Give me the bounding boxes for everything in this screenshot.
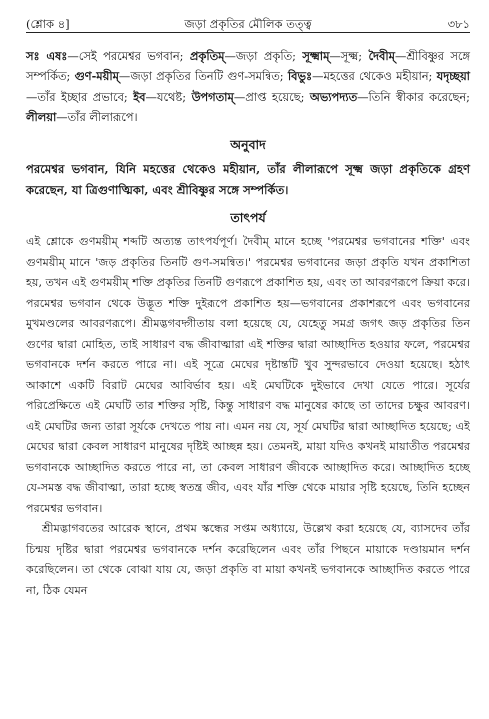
header-rule bbox=[26, 32, 470, 33]
translation-text: পরমেশ্বর ভগবান, যিনি মহত্তের থেকেও মহীয়ান, তাঁর লীলারূপে সূক্ষ্ম জড়া প্রকৃতিকে গ্রহণ করেছেন, যা ত্রিগুণাত্মিকা, এবং শ্রীবিষ্ণুর সঙ্গে সম্পর্কিত। bbox=[26, 162, 470, 197]
purport-heading: তাৎপর্য bbox=[230, 210, 266, 226]
synonym-meaning: —তাঁর লীলারূপে। bbox=[56, 109, 138, 124]
synonym-term: ইব bbox=[133, 89, 146, 104]
synonym-meaning: —প্রাপ্ত হয়েছে; bbox=[233, 89, 310, 104]
synonym-term: অভ্যপদ্যত bbox=[309, 89, 358, 104]
purport-body bbox=[26, 232, 470, 601]
purport-paragraph: শ্রীমদ্ভাগবতের আরেক স্থানে, প্রথম স্কন্ধের সপ্তম অধ্যায়ে, উল্লেখ করা হয়েছে যে, ব্যাসদেব তাঁর চিন্ময় দৃষ্টির দ্বারা পরমেশ্বর ভগবানকে দর্শন করেছিলেন এবং তাঁর পিছনে মায়াকে দণ্ডায়মান দর্শন করেছিলেন। তা থেকে বোঝা যায় যে, জড়া প্রকৃতি বা মায়া কখনই ভগবানকে আচ্ছাদিত করতে পারে না, ঠিক যেমন bbox=[26, 522, 470, 597]
chapter-title: জড়া প্রকৃতির মৌলিক তত্ত্ব bbox=[184, 17, 312, 31]
page-number: ৩৮১ bbox=[447, 17, 470, 31]
synonym-meaning: —শ্রীবিষ্ণুর সঙ্গে সম্পর্কিত; bbox=[26, 49, 470, 84]
synonym-meaning: —যথেষ্ট; bbox=[145, 89, 192, 104]
synonym-meaning: —তাঁর ইচ্ছার প্রভাবে; bbox=[26, 89, 134, 104]
verse-reference: (শ্লোক ৪] bbox=[26, 17, 70, 31]
synonym-meaning: —সেই পরমেশ্বর ভগবান; bbox=[67, 49, 190, 63]
synonym-term: উপগতাম্ bbox=[191, 89, 234, 104]
translation-heading: অনুবাদ bbox=[230, 137, 266, 153]
synonyms-block bbox=[26, 46, 470, 127]
synonym-meaning: —জড়া প্রকৃতির তিনটি গুণ-সমন্বিত; bbox=[118, 69, 288, 84]
synonym-term: লীলয়া bbox=[26, 109, 57, 124]
running-header bbox=[26, 14, 470, 34]
synonym-meaning: —সূক্ষ্ম; bbox=[329, 49, 369, 63]
synonym-term: যদৃচ্ছয়া bbox=[436, 69, 470, 84]
synonym-meaning: —তিনি স্বীকার করেছেন; bbox=[357, 89, 470, 104]
synonym-term: প্রকৃতিম্ bbox=[189, 49, 225, 63]
synonym-meaning: —মহত্তের থেকেও মহীয়ান; bbox=[312, 69, 437, 84]
synonym-term: দৈবীম্ bbox=[368, 49, 395, 63]
purport-paragraph: এই শ্লোকে গুণময়ীম্ শব্দটি অত্যন্ত তাৎপর্যপূর্ণ। দৈবীম্ মানে হচ্ছে 'পরমেশ্বর ভগবানের শক্তি' এবং গুণময়ীম্ মানে 'জড় প্রকৃতির তিনটি গুণ-সমন্বিত।' পরমেশ্বর ভগবানের জড়া প্রকৃতি যখন প্রকাশিতা হয়, তখন এই গুণময়ীম্ শক্তি প্রকৃতির তিনটি গুণরূপে প্রকাশিত হয়, এবং তা আবরণরূপে ক্রিয়া করে। পরমেশ্বর ভগবান থেকে উদ্ভূত শক্তি দুইরূপে প্রকাশিত হয়—ভগবানের প্রকাশরূপে এবং ভগবানের মুখমণ্ডলের আবরণরূপে। শ্রীমদ্ভগবদ্গীতায় বলা হয়েছে যে, যেহেতু সমগ্র জগৎ জড় প্রকৃতির তিন গুণের দ্বারা মোহিত, তাই সাধারণ বদ্ধ জীবাত্মারা এই শক্তির দ্বারা আচ্ছাদিত হওয়ার ফলে, পরমেশ্বর ভগবানকে দর্শন করতে পারে না। এই সূত্রে মেঘের দৃষ্টান্তটি খুব সুন্দরভাবে দেওয়া হয়েছে। হঠাৎ আকাশে একটি বিরাট মেঘের আবির্ভাব হয়। এই মেঘটিকে দুইভাবে দেখা যেতে পারে। সূর্যের পরিপ্রেক্ষিতে এই মেঘটি তার শক্তির সৃষ্টি, কিন্তু সাধারণ বদ্ধ মানুষের কাছে তা তাদের চক্ষুর আবরণ। এই মেঘটির জন্য তারা সূর্যকে দেখতে পায় না। এমন নয় যে, সূর্য মেঘটির দ্বারা আচ্ছাদিত হয়েছে; এই মেঘের দ্বারা কেবল সাধারণ মানুষের দৃষ্টিই আচ্ছন্ন হয়। তেমনই, মায়া যদিও কখনই মায়াতীত পরমেশ্বর ভগবানকে আচ্ছাদিত করতে পারে না, তা কেবল সাধারণ জীবকে আচ্ছাদিত করে। আচ্ছাদিত হচ্ছে যে-সমস্ত বদ্ধ জীবাত্মা, তারা হচ্ছে স্বতন্ত্র জীব, এবং যাঁর শক্তি থেকে মায়ার সৃষ্টি হয়েছে, তিনি হচ্ছেন পরমেশ্বর ভগবান। bbox=[26, 235, 470, 515]
synonym-term: বিভুঃ bbox=[287, 69, 313, 84]
book-page bbox=[26, 14, 470, 601]
synonym-meaning: —জড়া প্রকৃতি; bbox=[224, 49, 303, 63]
synonym-term: গুণ-ময়ীম্ bbox=[74, 69, 119, 84]
synonym-term: সূক্ষ্মাম্ bbox=[302, 49, 330, 63]
synonym-term: সঃ এষঃ bbox=[26, 49, 68, 63]
